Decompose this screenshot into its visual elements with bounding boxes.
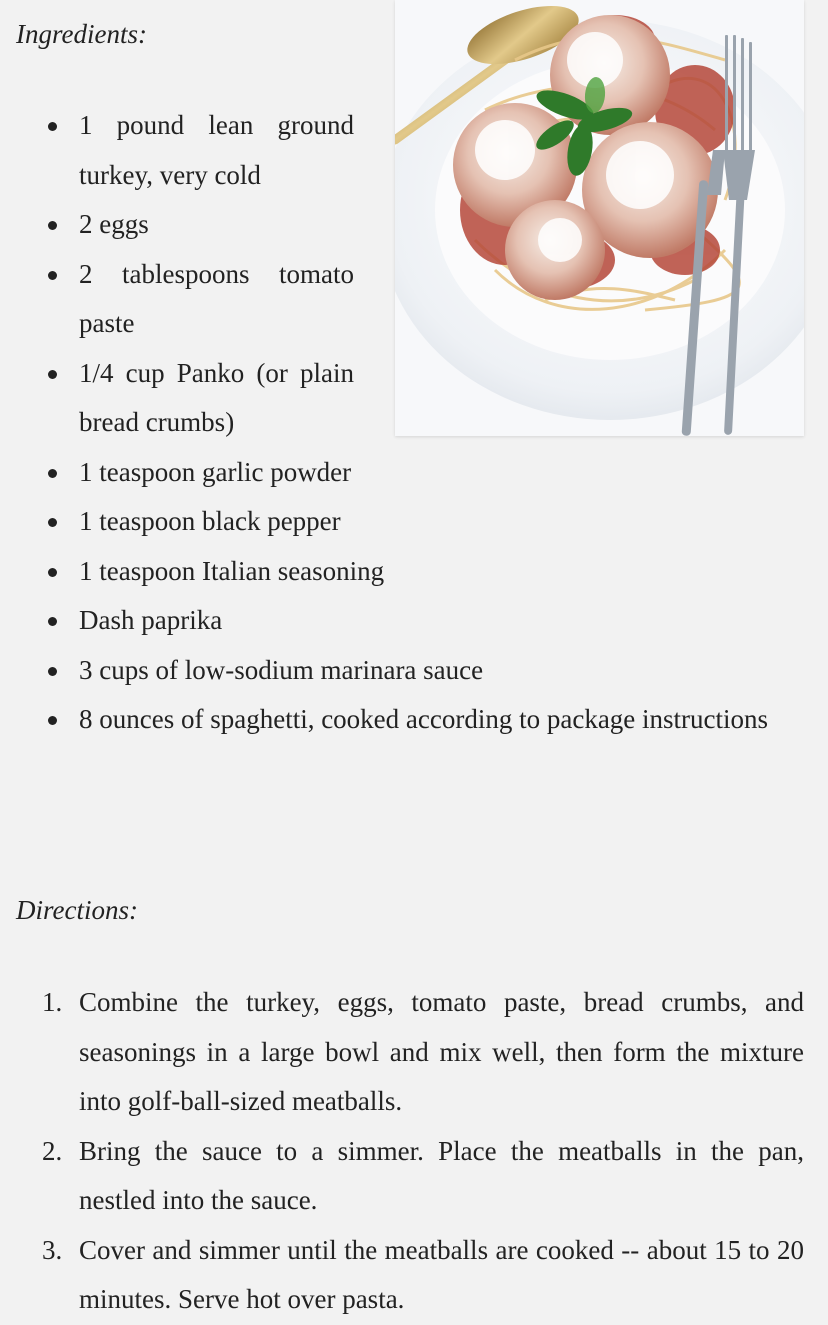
list-item: 3. Cover and simmer until the meatballs are cooked -- about 15 to 20 minutes. Serve hot over pasta. xyxy=(0,1226,804,1325)
list-item: 2. Bring the sauce to a simmer. Place the meatballs in the pan, nestled into the sauce. xyxy=(0,1127,804,1226)
directions-list xyxy=(0,978,804,1325)
bullet-icon xyxy=(48,370,57,379)
list-item: Dash paprika xyxy=(0,596,804,646)
ingredients-list xyxy=(0,101,804,745)
ingredients-heading: Ingredients: xyxy=(16,19,147,49)
bullet-icon xyxy=(48,617,57,626)
list-item: 1. Combine the turkey, eggs, tomato paste, bread crumbs, and seasonings in a large bowl and mix well, then form the mixture into golf-ball-sized meatballs. xyxy=(0,978,804,1127)
list-item: 8 ounces of spaghetti, cooked according to package instructions xyxy=(0,695,804,745)
bullet-icon xyxy=(48,122,57,131)
step-number: 2. xyxy=(42,1135,63,1166)
step-number: 3. xyxy=(42,1234,63,1265)
list-item: 1 teaspoon Italian seasoning xyxy=(0,547,804,597)
bullet-icon xyxy=(48,667,57,676)
list-item: 2 tablespoons tomato paste xyxy=(0,250,354,349)
list-item: 1/4 cup Panko (or plain bread crumbs) xyxy=(0,349,354,448)
list-item: 1 teaspoon black pepper xyxy=(0,497,804,547)
bullet-icon xyxy=(48,568,57,577)
bullet-icon xyxy=(48,716,57,725)
directions-heading: Directions: xyxy=(16,895,138,925)
bullet-icon xyxy=(48,518,57,527)
list-item: 1 pound lean ground turkey, very cold xyxy=(0,101,354,200)
bullet-icon xyxy=(48,469,57,478)
bullet-icon xyxy=(48,221,57,230)
list-item: 2 eggs xyxy=(0,200,354,250)
list-item: 1 teaspoon garlic powder xyxy=(0,448,354,498)
step-number: 1. xyxy=(42,987,63,1017)
bullet-icon xyxy=(48,271,57,280)
list-item: 3 cups of low-sodium marinara sauce xyxy=(0,646,804,696)
